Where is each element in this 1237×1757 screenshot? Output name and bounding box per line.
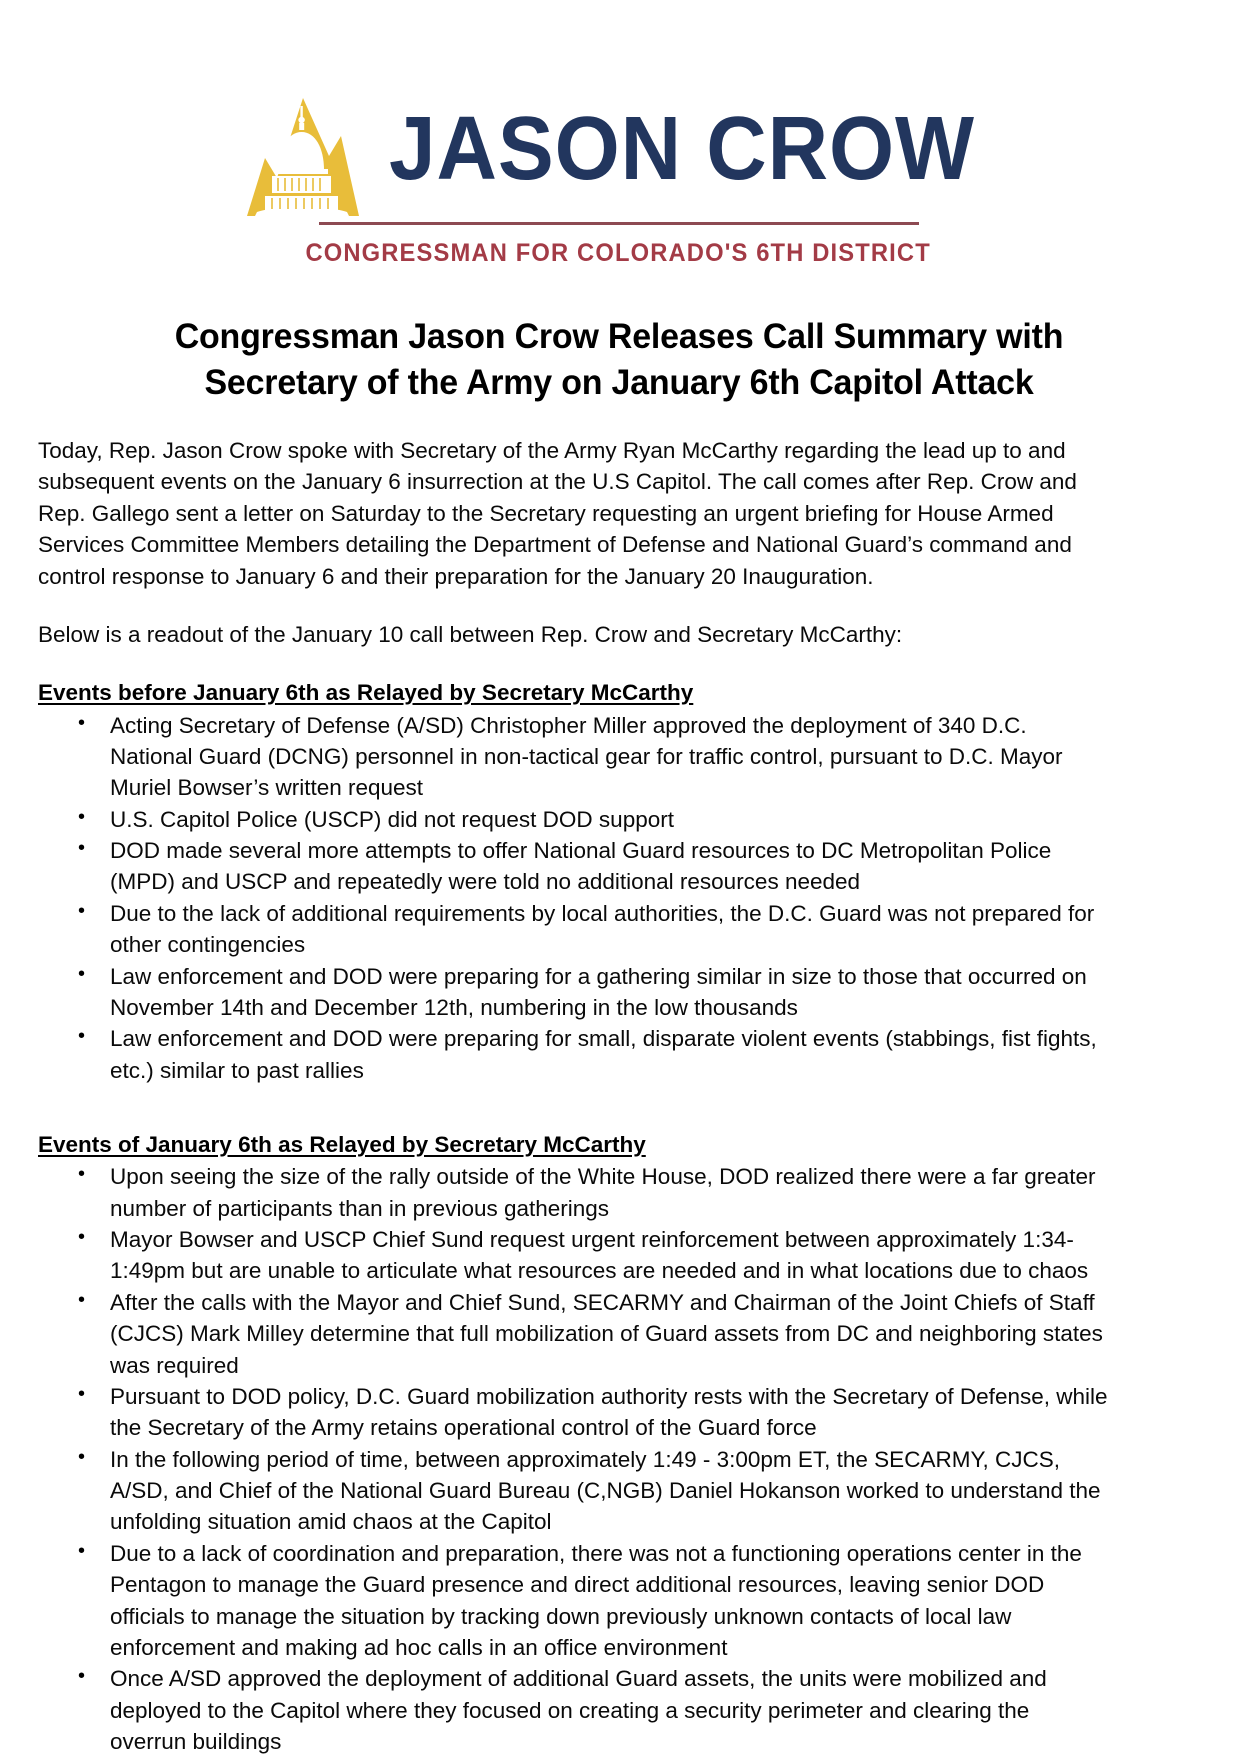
section-heading: Events before January 6th as Relayed by Secretary McCarthy: [38, 680, 694, 706]
list-item: • Mayor Bowser and USCP Chief Sund request urgent reinforcement between approximately 1:34-1:49pm but are unable to articulate what resources are needed and in what locations due to chaos: [38, 1224, 1108, 1287]
logo-wordmark: JASON CROW: [389, 99, 976, 199]
section-events-of-jan6: [38, 1130, 1108, 1757]
document-body: [0, 405, 1203, 1757]
list-item: • Pursuant to DOD policy, D.C. Guard mobilization authority rests with the Secretary of Defense, while the Secretary of the Army retains operational control of the Guard force: [38, 1381, 1108, 1444]
section-heading: Events of January 6th as Relayed by Secretary McCarthy: [38, 1132, 646, 1157]
capitol-dome-mountains-icon: [217, 86, 389, 218]
list-item: • Once A/SD approved the deployment of additional Guard assets, the units were mobilized and deployed to the Capitol where they focused on creating a security perimeter and clearing the overrun buildings: [38, 1663, 1108, 1757]
readout-lede: Below is a readout of the January 10 call between Rep. Crow and Secretary McCarthy:: [38, 621, 903, 647]
logo-lockup: [217, 86, 1019, 218]
list-item: • After the calls with the Mayor and Chief Sund, SECARMY and Chairman of the Joint Chiefs of Staff (CJCS) Mark Milley determine that full mobilization of Guard assets from DC and neighboring states was required: [38, 1287, 1108, 1381]
bullet-list: [38, 710, 1108, 1087]
list-item: • U.S. Capitol Police (USCP) did not request DOD support: [38, 804, 1108, 835]
letterhead: [0, 0, 1237, 268]
page-title: Congressman Jason Crow Releases Call Summary with Secretary of the Army on January 6th Capitol Attack: [174, 317, 1063, 402]
list-item: • DOD made several more attempts to offer National Guard resources to DC Metropolitan Police (MPD) and USCP and repeatedly were told no additional resources needed: [38, 835, 1108, 898]
list-item: • Due to the lack of additional requirements by local authorities, the D.C. Guard was not prepared for other contingencies: [38, 898, 1108, 961]
list-item: • Law enforcement and DOD were preparing for small, disparate violent events (stabbings, fist fights, etc.) similar to past rallies: [38, 1023, 1108, 1086]
list-item: • Due to a lack of coordination and preparation, there was not a functioning operations center in the Pentagon to manage the Guard presence and direct additional resources, leaving senior DOD officials to manage the situation by tracking down previously unknown contacts of local law enforcement and making ad hoc calls in an office environment: [38, 1538, 1108, 1664]
bullet-list: [38, 1161, 1108, 1757]
letterhead-tagline: CONGRESSMAN FOR COLORADO'S 6TH DISTRICT: [305, 239, 932, 267]
section-events-before-jan6: [38, 678, 1108, 1086]
list-item: • In the following period of time, between approximately 1:49 - 3:00pm ET, the SECARMY, CJCS, A/SD, and Chief of the National Guard Bureau (C,NGB) Daniel Hokanson worked to understand the unfolding situation amid chaos at the Capitol: [38, 1444, 1108, 1538]
list-item: • Acting Secretary of Defense (A/SD) Christopher Miller approved the deployment of 340 D.C. National Guard (DCNG) personnel in non-tactical gear for traffic control, pursuant to D.C. Mayor Muriel Bowser’s written request: [38, 710, 1108, 804]
letterhead-divider: [319, 222, 919, 225]
list-item: • Law enforcement and DOD were preparing for a gathering similar in size to those that occurred on November 14th and December 12th, numbering in the low thousands: [38, 961, 1108, 1024]
intro-paragraph: Today, Rep. Jason Crow spoke with Secretary of the Army Ryan McCarthy regarding the lead up to and subsequent events on the January 6 insurrection at the U.S Capitol. The call comes after Rep. Crow and Rep. Gallego sent a letter on Saturday to the Secretary requesting an urgent briefing for House Armed Services Committee Members detailing the Department of Defense and National Guard’s command and control response to January 6 and their preparation for the January 20 Inauguration.: [38, 438, 1077, 589]
list-item: • Upon seeing the size of the rally outside of the White House, DOD realized there were a far greater number of participants than in previous gatherings: [38, 1161, 1108, 1224]
